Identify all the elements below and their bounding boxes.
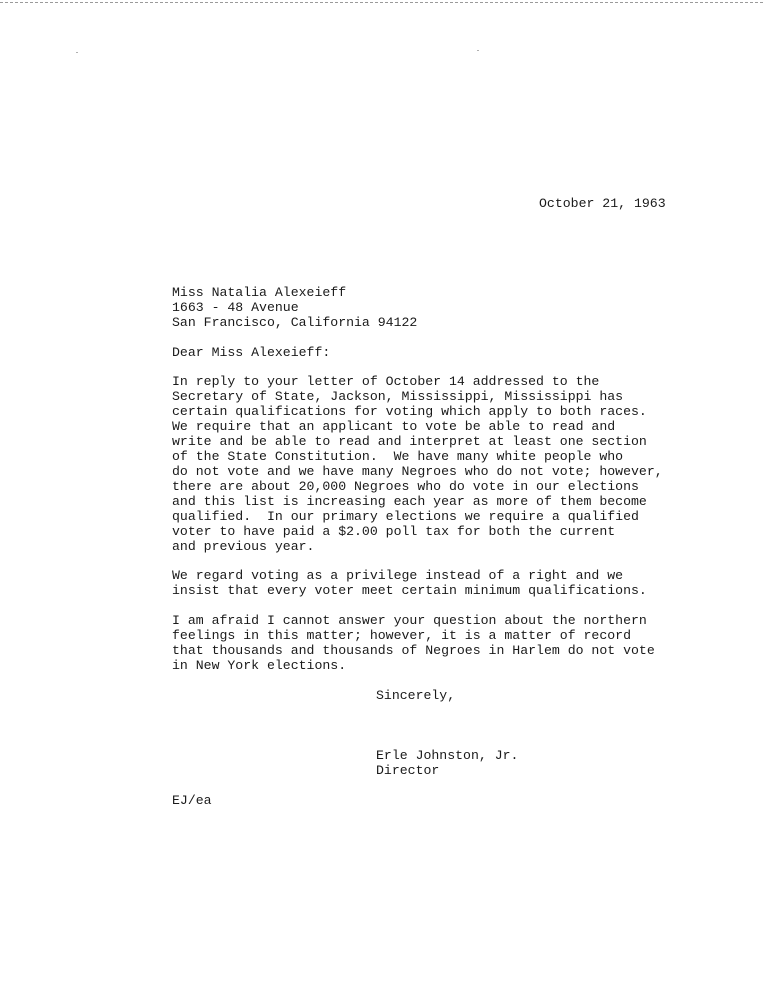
- recipient-name: Miss Natalia Alexeieff: [172, 285, 347, 300]
- signer-title: Director: [376, 763, 440, 778]
- scan-speck: [477, 50, 479, 51]
- text-line: and previous year.: [172, 539, 315, 554]
- page-perforation: [0, 2, 763, 3]
- letter-date: October 21, 1963: [539, 196, 666, 211]
- closing: Sincerely,: [376, 688, 456, 703]
- text-line: of the State Constitution. We have many white people who: [172, 449, 624, 464]
- salutation: Dear Miss Alexeieff:: [172, 345, 331, 360]
- text-line: do not vote and we have many Negroes who do not vote; however,: [172, 464, 663, 479]
- text-line: We regard voting as a privilege instead of a right and we: [172, 568, 624, 583]
- body-paragraph-2: [172, 568, 647, 598]
- recipient-city: San Francisco, California 94122: [172, 315, 418, 330]
- text-line: In reply to your letter of October 14 addressed to the: [172, 374, 600, 389]
- text-line: that thousands and thousands of Negroes in Harlem do not vote: [172, 643, 655, 658]
- reference-initials: EJ/ea: [172, 793, 212, 808]
- recipient-street: 1663 - 48 Avenue: [172, 300, 299, 315]
- scan-speck: [76, 52, 78, 53]
- text-line: Secretary of State, Jackson, Mississippi, Mississippi has: [172, 389, 624, 404]
- text-line: We require that an applicant to vote be able to read and: [172, 419, 616, 434]
- text-line: I am afraid I cannot answer your question about the northern: [172, 613, 647, 628]
- recipient-address: [172, 285, 417, 330]
- text-line: in New York elections.: [172, 658, 347, 673]
- text-line: there are about 20,000 Negroes who do vote in our elections: [172, 479, 639, 494]
- text-line: certain qualifications for voting which apply to both races.: [172, 404, 647, 419]
- body-paragraph-3: [172, 613, 655, 673]
- text-line: qualified. In our primary elections we require a qualified: [172, 509, 639, 524]
- text-line: write and be able to read and interpret at least one section: [172, 434, 647, 449]
- signer-name: Erle Johnston, Jr.: [376, 748, 519, 763]
- text-line: feelings in this matter; however, it is a matter of record: [172, 628, 631, 643]
- text-line: voter to have paid a $2.00 poll tax for both the current: [172, 524, 616, 539]
- text-line: and this list is increasing each year as more of them become: [172, 494, 647, 509]
- body-paragraph-1: [172, 374, 663, 554]
- text-line: insist that every voter meet certain minimum qualifications.: [172, 583, 647, 598]
- signature-block: [376, 748, 518, 778]
